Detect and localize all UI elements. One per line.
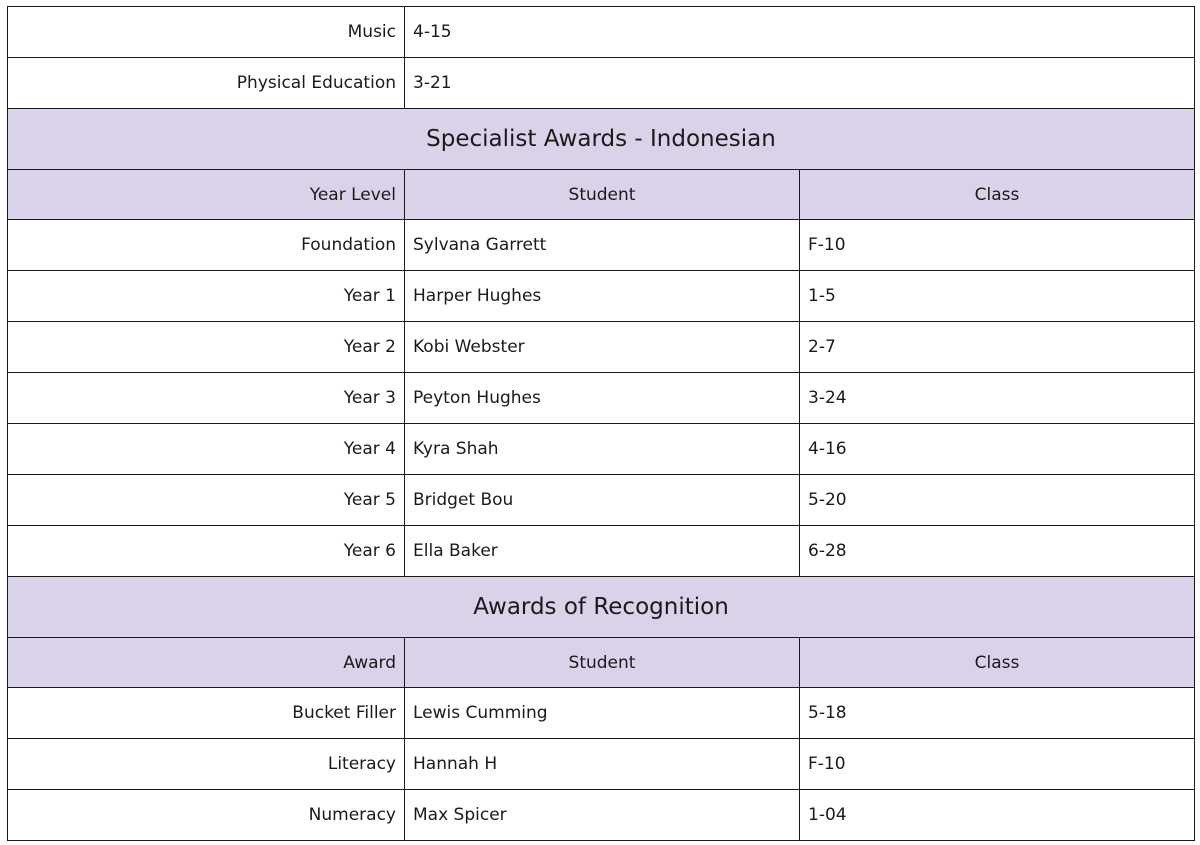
student-cell: Lewis Cumming	[405, 688, 800, 739]
student-cell: Ella Baker	[405, 526, 800, 577]
year-level-cell: Foundation	[8, 220, 405, 271]
specialist-class-value: 3-21	[405, 58, 1195, 109]
class-cell: F-10	[800, 220, 1195, 271]
class-cell: 3-24	[800, 373, 1195, 424]
section-heading-row	[8, 109, 1195, 170]
table-row	[8, 373, 1195, 424]
table-row	[8, 7, 1195, 58]
student-cell: Bridget Bou	[405, 475, 800, 526]
year-level-cell: Year 2	[8, 322, 405, 373]
column-header-row	[8, 170, 1195, 220]
class-cell: 1-04	[800, 790, 1195, 841]
column-header-class: Class	[800, 170, 1195, 220]
table-row	[8, 790, 1195, 841]
table-row	[8, 58, 1195, 109]
class-cell: F-10	[800, 739, 1195, 790]
column-header-class: Class	[800, 638, 1195, 688]
table-row	[8, 739, 1195, 790]
recognition-section-title: Awards of Recognition	[8, 577, 1195, 638]
column-header-award: Award	[8, 638, 405, 688]
year-level-cell: Year 5	[8, 475, 405, 526]
student-cell: Max Spicer	[405, 790, 800, 841]
class-cell: 1-5	[800, 271, 1195, 322]
indonesian-section-title: Specialist Awards - Indonesian	[8, 109, 1195, 170]
column-header-year-level: Year Level	[8, 170, 405, 220]
student-cell: Kobi Webster	[405, 322, 800, 373]
table-row	[8, 271, 1195, 322]
table-row	[8, 424, 1195, 475]
table-row	[8, 322, 1195, 373]
column-header-student: Student	[405, 170, 800, 220]
column-header-row	[8, 638, 1195, 688]
year-level-cell: Year 6	[8, 526, 405, 577]
award-cell: Literacy	[8, 739, 405, 790]
class-cell: 4-16	[800, 424, 1195, 475]
table-row	[8, 688, 1195, 739]
column-header-student: Student	[405, 638, 800, 688]
class-cell: 2-7	[800, 322, 1195, 373]
specialist-subject-label: Physical Education	[8, 58, 405, 109]
year-level-cell: Year 3	[8, 373, 405, 424]
table-row	[8, 220, 1195, 271]
student-cell: Hannah H	[405, 739, 800, 790]
award-cell: Numeracy	[8, 790, 405, 841]
class-cell: 6-28	[800, 526, 1195, 577]
class-cell: 5-18	[800, 688, 1195, 739]
table-row	[8, 526, 1195, 577]
student-cell: Harper Hughes	[405, 271, 800, 322]
section-heading-row	[8, 577, 1195, 638]
year-level-cell: Year 4	[8, 424, 405, 475]
student-cell: Sylvana Garrett	[405, 220, 800, 271]
student-cell: Kyra Shah	[405, 424, 800, 475]
awards-table	[7, 6, 1195, 841]
specialist-subject-label: Music	[8, 7, 405, 58]
year-level-cell: Year 1	[8, 271, 405, 322]
award-cell: Bucket Filler	[8, 688, 405, 739]
student-cell: Peyton Hughes	[405, 373, 800, 424]
specialist-class-value: 4-15	[405, 7, 1195, 58]
class-cell: 5-20	[800, 475, 1195, 526]
table-row	[8, 475, 1195, 526]
